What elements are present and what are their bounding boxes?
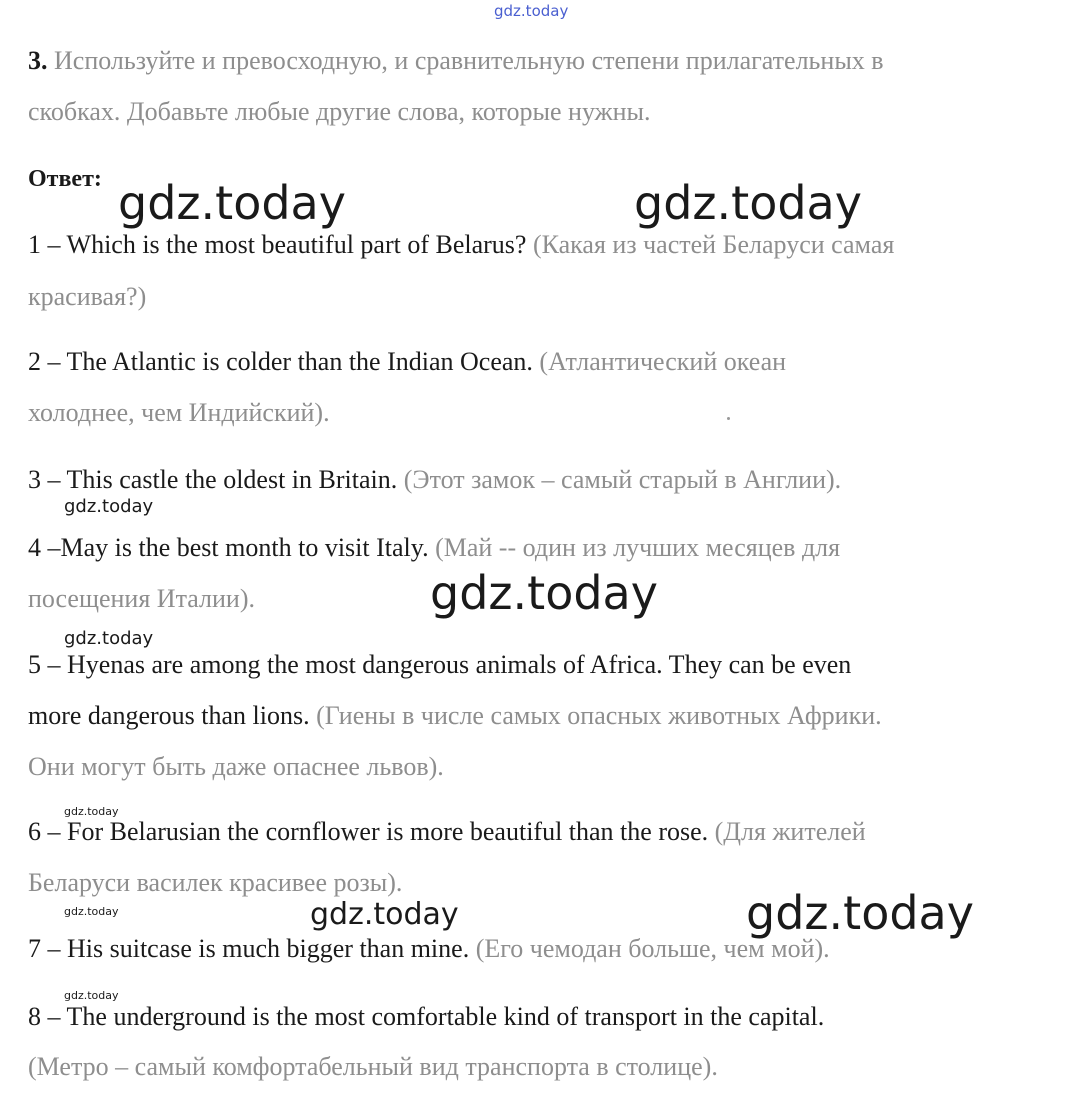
answer-item-8: 8 – The underground is the most comfortable kind of transport in the capital. <box>28 1002 825 1031</box>
item-2-english: 2 – The Atlantic is colder than the Indian Ocean. <box>28 347 533 376</box>
stray-dot <box>727 417 730 420</box>
item-2-russian: (Атлантический океан <box>539 347 787 376</box>
watermark-tiny-3: gdz.today <box>64 989 119 1002</box>
watermark-tiny-2: gdz.today <box>64 905 119 918</box>
answer-item-3 <box>28 465 841 495</box>
watermark-large-1: gdz.today <box>118 176 346 230</box>
item-2-russian-cont: холоднее, чем Индийский). <box>28 398 330 427</box>
task-text-1: Используйте и превосходную, и сравнительную степени прилагательных в <box>54 46 884 75</box>
answer-item-1 <box>28 230 894 260</box>
item-1-english: 1 – Which is the most beautiful part of Belarus? <box>28 230 527 259</box>
watermark-small-2: gdz.today <box>64 628 154 649</box>
item-4-english: 4 –May is the best month to visit Italy. <box>28 533 429 562</box>
item-3-english: 3 – This castle the oldest in Britain. <box>28 465 398 494</box>
watermark-large-4: gdz.today <box>746 886 974 940</box>
item-3-russian: (Этот замок – самый старый в Англии). <box>403 465 842 494</box>
answer-item-7 <box>28 934 830 964</box>
item-7-russian: (Его чемодан больше, чем мой). <box>475 934 830 963</box>
watermark-large-3: gdz.today <box>430 566 658 620</box>
item-8-russian: (Метро – самый комфортабельный вид транспорта в столице). <box>28 1052 718 1081</box>
watermark-top: gdz.today <box>494 2 569 20</box>
item-5-line-2 <box>28 701 882 731</box>
task-line-1 <box>28 46 884 76</box>
item-5-russian: (Гиены в числе самых опасных животных Африки. <box>316 701 882 730</box>
item-6-russian-cont: Беларуси василек красивее розы). <box>28 868 403 897</box>
item-5-english-cont: more dangerous than lions. <box>28 701 310 730</box>
watermark-small-1: gdz.today <box>64 496 154 517</box>
item-4-russian: (Май -- один из лучших месяцев для <box>435 533 841 562</box>
watermark-tiny-1: gdz.today <box>64 805 119 818</box>
answer-item-4 <box>28 533 840 563</box>
watermark-medium-1: gdz.today <box>310 897 459 932</box>
item-7-english: 7 – His suitcase is much bigger than mine. <box>28 934 470 963</box>
item-1-russian-cont: красивая?) <box>28 282 147 311</box>
answer-label: Ответ: <box>28 166 102 192</box>
item-6-russian: (Для жителей <box>714 817 866 846</box>
item-1-russian: (Какая из частей Беларуси самая <box>532 230 895 259</box>
task-number: 3. <box>28 46 48 75</box>
watermark-large-2: gdz.today <box>634 176 862 230</box>
answer-item-2 <box>28 347 786 377</box>
item-5-russian-cont: Они могут быть даже опаснее львов). <box>28 752 444 781</box>
task-line-2: скобках. Добавьте любые другие слова, которые нужны. <box>28 97 651 126</box>
answer-item-5: 5 – Hyenas are among the most dangerous animals of Africa. They can be even <box>28 650 852 679</box>
item-4-russian-cont: посещения Италии). <box>28 584 255 613</box>
answer-item-6 <box>28 817 866 847</box>
item-6-english: 6 – For Belarusian the cornflower is more beautiful than the rose. <box>28 817 709 846</box>
